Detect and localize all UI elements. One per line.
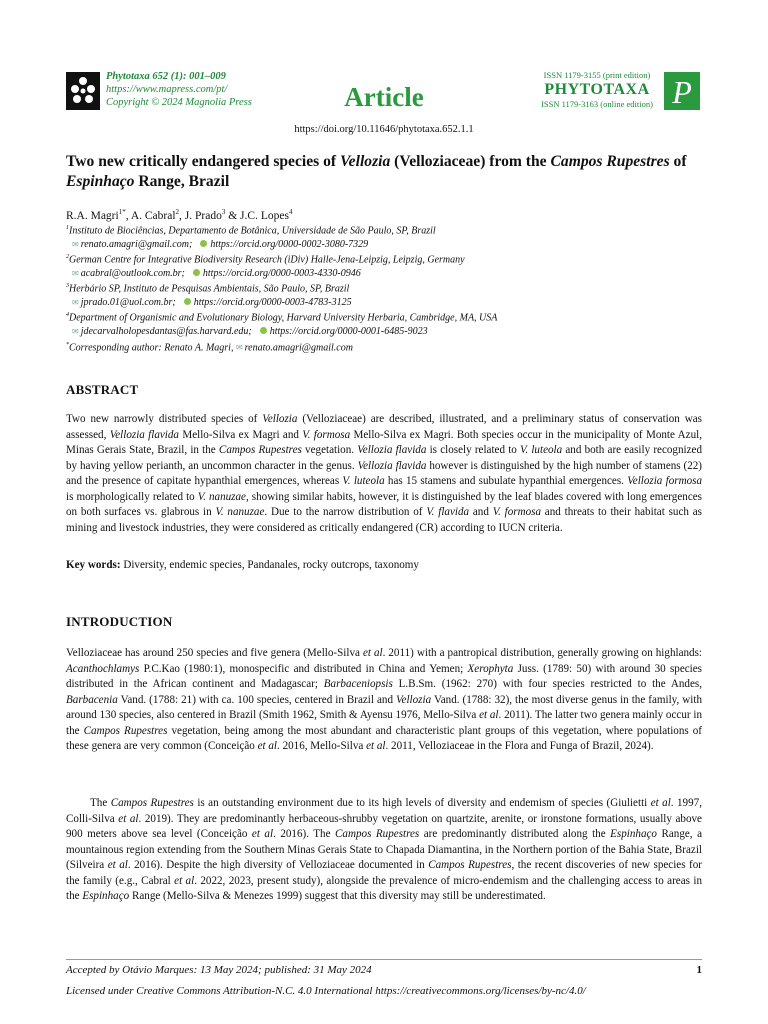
keywords-line: Key words: Diversity, endemic species, Pandanales, rocky outcrops, taxonomy: [66, 559, 419, 571]
text-run: Range, a mountainous region extending from the Southern Minas Gerais State to Chapada Diamantina, in the Northern portion of the Bahia State, Brazil (Silveira: [66, 828, 702, 871]
orcid-icon: [200, 240, 207, 247]
text-run: . 2016). The: [273, 828, 336, 840]
italic-run: Barbaceniopsis: [323, 678, 393, 690]
italic-run: et al: [257, 740, 278, 752]
orcid-link[interactable]: https://orcid.org/0000-0001-6485-9023: [269, 326, 428, 338]
journal-citation: Phytotaxa 652 (1): 001–009: [106, 71, 226, 82]
text-run: . 2016, Mello-Silva: [277, 740, 367, 752]
email-icon: ✉: [72, 239, 79, 249]
journal-url[interactable]: https://www.mapress.com/pt/: [106, 84, 228, 95]
italic-run: Campos Rupestres: [83, 724, 168, 737]
doi-link[interactable]: https://doi.org/10.11646/phytotaxa.652.1.1: [294, 124, 474, 135]
italic-run: et al: [251, 828, 274, 840]
text-run: is an outstanding environment due to its high levels of diversity and endemism of species (Giulietti: [193, 797, 651, 809]
footer-divider: [66, 959, 702, 960]
italic-run: Espinhaço: [82, 890, 130, 902]
italic-run: Vellozia: [396, 693, 432, 706]
text-run: . 2011). The latter two genera mainly occur in the: [66, 709, 702, 737]
italic-run: Campos Rupestres: [335, 828, 420, 840]
orcid-icon: [260, 327, 267, 334]
text-run: . 2022, 2023, present study), alongside the prevalence of micro-endemism and the challenging access to areas in the: [66, 874, 702, 902]
phytotaxa-logo-letter: P: [672, 74, 692, 110]
orcid-link[interactable]: https://orcid.org/0000-0002-3080-7329: [210, 238, 369, 250]
corresponding-author: *Corresponding author: Renato A. Magri, ✉ renato.amagri@gmail.com: [66, 341, 353, 353]
copyright-line: Copyright © 2024 Magnolia Press: [106, 97, 252, 108]
affiliation-2-contacts: [66, 267, 706, 280]
text-run: . 2011) with a pantropical distribution, generally growing on highlands:: [382, 647, 702, 659]
affiliation-4-contacts: [66, 325, 706, 338]
text-run: are predominantly distributed along the: [419, 828, 611, 840]
italic-run: Campos Rupestres: [110, 797, 194, 809]
orcid-icon: [193, 269, 200, 276]
italic-run: et al: [650, 797, 671, 809]
text-run: . 2011, Velloziaceae in the Flora and Funga of Brazil, 2024).: [385, 740, 654, 752]
text-run: The: [90, 797, 111, 809]
introduction-heading: INTRODUCTION: [66, 614, 173, 629]
italic-run: et al: [366, 740, 386, 752]
italic-run: Espinhaço: [610, 828, 657, 840]
affiliations: [66, 222, 706, 354]
phytotaxa-brand: PHYTOTAXA: [544, 81, 650, 98]
affiliation-1: $^1$Instituto de Biociências, Departamento de Botânica, Universidade de São Paulo, SP, Brazil: [66, 225, 436, 237]
email-icon: ✉: [72, 268, 79, 278]
issn-online: ISSN 1179-3163 (online edition): [541, 99, 653, 109]
email-icon: ✉: [235, 342, 243, 352]
introduction-paragraph-1: [66, 646, 702, 755]
email-link[interactable]: acabral@outlook.com.br;: [80, 267, 185, 279]
affiliation-1-contacts: [66, 238, 706, 251]
orcid-link[interactable]: https://orcid.org/0000-0003-4330-0946: [202, 267, 361, 279]
acceptance-note: Accepted by Otávio Marques: 13 May 2024; published: 31 May 2024: [66, 964, 372, 976]
text-run: P.C.Kao (1980:1), monospecific and distributed in China and Yemen;: [139, 662, 468, 675]
paper-title: Two new critically endangered species of Vellozia (Velloziaceae) from the Campos Rupestres of Espinhaço Range, Brazil: [66, 153, 687, 190]
page-number: 1: [696, 964, 702, 976]
email-link[interactable]: jdecarvalholopesdantas@fas.harvard.edu;: [80, 326, 252, 338]
italic-run: et al: [479, 709, 499, 721]
text-run: Vand. (1788: 32), the most diverse genus in the family, with around 130 species, also centered in Brazil (Smith 1962, Smith & Ayensu 1976, Mello-Silva: [66, 693, 702, 721]
text-run: L.B.Sm. (1962: 270) with four species restricted to the Andes,: [392, 678, 702, 690]
italic-run: Campos Rupestres: [428, 859, 512, 871]
affiliation-4: $^4$Department of Organismic and Evolutionary Biology, Harvard University Herbaria, Cambridge, MA, USA: [66, 312, 498, 324]
text-run: , the recent discoveries of new species for the family (e.g., Cabral: [66, 859, 702, 887]
email-icon: ✉: [72, 327, 79, 337]
text-run: . 2016). Despite the high diversity of Velloziaceae documented in: [127, 859, 429, 871]
orcid-icon: [184, 298, 191, 305]
issn-block: [532, 70, 662, 110]
email-icon: ✉: [72, 298, 79, 308]
text-run: . 1997, Colli-Silva: [66, 797, 702, 825]
abstract-text: Two new narrowly distributed species of Vellozia (Velloziaceae) are described, illustrated, and a preliminary status of conservation was assessed, Vellozia flavida Mello-Silva ex Magri and V. formosa Mello-Silva ex Magri. Both species occur in the municipality of Monte Azul, Minas Gerais State, Brazil, in the Campos Rupestres vegetation. Vellozia flavida is closely related to V. luteola and both are easily recognized by having yellow perianth, an uncommon character in the genus. Vellozia flavida however is distinguished by the high number of stamens (22) and the presence of capitate hypanthial emergences, whereas V. luteola has 15 stamens and subulate hypanthial emergences. Vellozia formosa is morphologically related to V. nanuzae, showing similar habits, however, it is distinguished by the leaf blades covered with long emergences on both surfaces vs. glabrous in V. nanuzae. Due to the narrow distribution of V. flavida and V. formosa and threats to their habitat such as mining and livestock industries, they were considered as critically endangered (CR) according to IUCN criteria.: [66, 413, 703, 534]
issn-print: ISSN 1179-3155 (print edition): [543, 70, 651, 80]
italic-run: et al: [174, 874, 195, 887]
text-run: Range (Mello-Silva & Menezes 1999) suggest that this diversity may still be underestimated.: [129, 890, 546, 902]
affiliation-3: $^3$Herbário SP, Instituto de Pesquisas Ambientais, São Paulo, SP, Brazil: [66, 283, 350, 295]
email-link[interactable]: jprado.01@uol.com.br;: [80, 297, 176, 309]
italic-run: et al: [107, 859, 128, 871]
article-type-label: Article: [344, 82, 424, 112]
affiliation-3-contacts: [66, 296, 706, 309]
italic-run: et al: [118, 812, 139, 825]
text-run: vegetation, being among the most abundant and characteristic plant groups of this vegetation, where populations of these genera are very common (Conceição: [66, 724, 702, 752]
italic-run: Xerophyta: [467, 662, 514, 675]
orcid-link[interactable]: https://orcid.org/0000-0003-4783-3125: [193, 297, 352, 309]
text-run: Vand. (1788: 21) with ca. 100 species, centered in Brazil and: [117, 693, 396, 706]
email-link[interactable]: renato.amagri@gmail.com;: [80, 238, 193, 250]
affiliation-2: $^2$German Centre for Integrative Biodiversity Research (iDiv) Halle-Jena-Leipzig, Leipzig, Germany: [66, 254, 465, 266]
italic-run: Acanthochlamys: [66, 662, 140, 675]
introduction-paragraph-2: [66, 796, 702, 905]
license-line: Licensed under Creative Commons Attribution-N.C. 4.0 International https://creativecommons.org/licenses/by-nc/4.0/: [66, 985, 586, 997]
text-run: Juss. (1789: 50) with around 30 species distributed in the African continent and Madagascar;: [66, 662, 702, 690]
italic-run: et al: [362, 647, 383, 659]
text-run: Velloziaceae has around 250 species and five genera (Mello-Silva: [66, 647, 363, 659]
text-run: . 2019). They are predominantly herbaceous-shrubby vegetation on quartzite, arenite, or ironstone formations, usually above 900 meters above sea level (Conceição: [66, 812, 702, 840]
phytotaxa-logo: [664, 72, 700, 110]
italic-run: Barbacenia: [66, 693, 118, 706]
author-list: R.A. Magri$^{1*}$, A. Cabral$^2$, J. Prado$^3$ & J.C. Lopes$^4$: [66, 208, 293, 222]
email-link[interactable]: renato.amagri@gmail.com: [244, 341, 353, 353]
abstract-heading: ABSTRACT: [66, 382, 139, 397]
